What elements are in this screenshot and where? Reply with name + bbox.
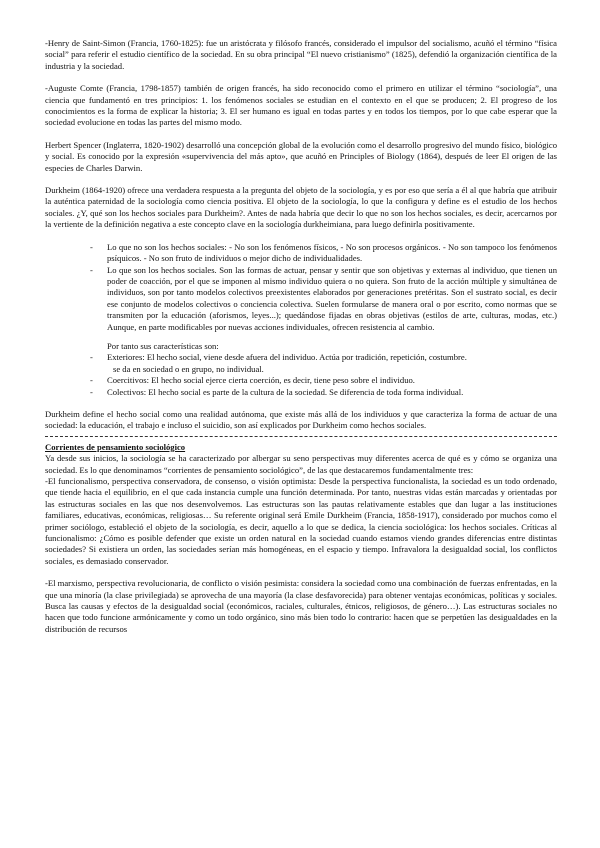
paragraph-comte: -Auguste Comte (Francia, 1798-1857) también de origen francés, ha sido reconocido como el primero en utilizar el término “sociología”, una ciencia que fundamentó en tres principios: 1. los fenómenos sociales se estudian en el contexto en el que se producen; 2. El progreso de los conocimientos es la forma de explicar la historia; 3. El ser humano es igual en todas partes y en todos los tiempos, por lo que cabe esperar que la sociedad evolucione en todas las partes del mismo modo. bbox=[45, 83, 557, 128]
list-item-coercitivos: - Coercitivos: El hecho social ejerce cierta coerción, es decir, tiene peso sobre el individuo. bbox=[107, 375, 557, 386]
list-item-exteriores: - Exteriores: El hecho social, viene desde afuera del individuo. Actúa por tradición, repetición, costumbre. bbox=[107, 352, 557, 363]
list-item-colectivos: - Colectivos: El hecho social es parte de la cultura de la sociedad. Se diferencia de toda forma individual. bbox=[107, 387, 557, 398]
caracteristicas-list bbox=[45, 352, 557, 363]
heading-corrientes: Corrientes de pensamiento sociológico bbox=[45, 441, 186, 452]
paragraph-durkheim-conclusion: Durkheim define el hecho social como una realidad autónoma, que existe más allá de los individuos y que caracteriza la forma de actuar de una sociedad: la educación, el trabajo e incluso el suicidio, son así explicados por Durkheim como hechos sociales. bbox=[45, 408, 557, 431]
paragraph-corrientes-intro: Ya desde sus inicios, la sociología se ha caracterizado por albergar su seno perspectivas muy diferentes acerca de qué es y cómo se organiza una sociedad. Es lo que denominamos “corrientes de pensamiento sociológico”, de las que destacaremos fundamentalmente tres: bbox=[45, 453, 557, 475]
hechos-sociales-list bbox=[45, 242, 557, 333]
list-item-no-son: - Lo que no son los hechos sociales: - No son los fenómenos físicos, - No son procesos orgánicos. - No son tampoco los fenómenos psíquicos. - No son fruto de individuos o mejor dicho de individualidades. bbox=[107, 242, 557, 265]
section-divider bbox=[45, 436, 557, 437]
paragraph-durkheim-intro: Durkheim (1864-1920) ofrece una verdadera respuesta a la pregunta del objeto de la sociología, y es por eso que sería a él al que habría que atribuir la auténtica paternidad de la sociología como ciencia positiva. El objeto de la sociología, lo que la configura y define es el estudio de los hechos sociales. ¿Y, qué son los hechos sociales para Durkheim?. Antes de nada habría que decir lo que no son los hechos sociales, es decir, acercarnos por la vertiente de la definición negativa a este concepto clave en la sociología durkheimiana, para luego definirla positivamente. bbox=[45, 185, 557, 230]
caracteristicas-label: Por tanto sus características son: bbox=[107, 340, 219, 351]
paragraph-spencer: Herbert Spencer (Inglaterra, 1820-1902) desarrolló una concepción global de la evolución como el desarrollo progresivo del mundo físico, biológico y social. Es conocido por la expresión «supervivencia del más apto», que acuñó en Principles of Biology (1864), después de leer El origen de las especies de Charles Darwin. bbox=[45, 139, 557, 173]
caracteristicas-list-rest bbox=[45, 375, 557, 398]
paragraph-marxismo: -El marxismo, perspectiva revolucionaria, de conflicto o visión pesimista: considera la sociedad como una combinación de fuerzas enfrentadas, en la que una minoría (la clase privilegiada) se aprovecha de una mayoría (la clase desfavorecida) para obtener ventajas económicas, políticas y sociales. Busca las causas y efectos de la desigualdad social (económicos, raciales, culturales, étnicos, religiosos, de género…). Las estructuras sociales no hacen que todo funcione armónicamente y como un todo orgánico, sino más bien todo lo contrario: hacen que se perpetúen las desigualdades en la distribución de recursos bbox=[45, 578, 557, 634]
paragraph-saint-simon: -Henry de Saint-Simon (Francia, 1760-1825): fue un aristócrata y filósofo francés, considerado el impulsor del socialismo, acuñó el término “física social” para referir el estudio científico de la sociedad. En su obra principal “El nuevo cristianismo” (1825), defendió la organización científica de la industria y la sociedad. bbox=[45, 38, 557, 71]
exteriores-continuation: se da en sociedad o en grupo, no individual. bbox=[113, 363, 264, 374]
list-item-son: - Lo que son los hechos sociales. Son las formas de actuar, pensar y sentir que son objetivas y externas al individuo, que tienen un poder de coacción, por el que se imponen al mismo individuo quiera o no quiera. Son fruto de la acción múltiple y simultánea de individuos, son por tanto modelos colectivos preexistentes elaborados por generaciones pretéritas. Son el sustrato social, es decir ese conjunto de modelos colectivos o conciencia colectiva. Suelen formularse de manera oral o por escrito, como normas que se transmiten por la educación (aforismos, leyes...); quedándose fijadas en obras objetivas (estilos de arte, culturas, modas, etc.) Aunque, en parte modificables por nuevas acciones individuales, ofrecen resistencia al cambio. bbox=[107, 265, 557, 333]
paragraph-funcionalismo: -El funcionalismo, perspectiva conservadora, de consenso, o visión optimista: Desde la perspectiva funcionalista, la sociedad es un todo ordenado, que tiende hacia el equilibrio, en el que cada instancia cumple una función determinada. Por tanto, nuestras vidas están marcadas y orientadas por las estructuras sociales en las que nos desenvolvemos. Las estructuras son las pautas relativamente estables que dan lugar a las instituciones familiares, educativas, económicas, religiosas… Su referente original será Emile Durkheim (Francia, 1858-1917), considerado por muchos como el primer sociólogo, estableció el objeto de la sociología, es decir, aquello a lo que se dedica, la ciencia sociológica: los hechos sociales. Críticas al funcionalismo: ¿Cómo es posible defender que existe un orden natural en la sociedad cuando estamos viendo grandes diferencias entre distintas sociedades? Si existiera un orden, las sociedades serían más homogéneas, en el espacio y tiempo. Infravalora la desigualdad social, los conflictos sociales, es demasiado conservador. bbox=[45, 476, 557, 566]
